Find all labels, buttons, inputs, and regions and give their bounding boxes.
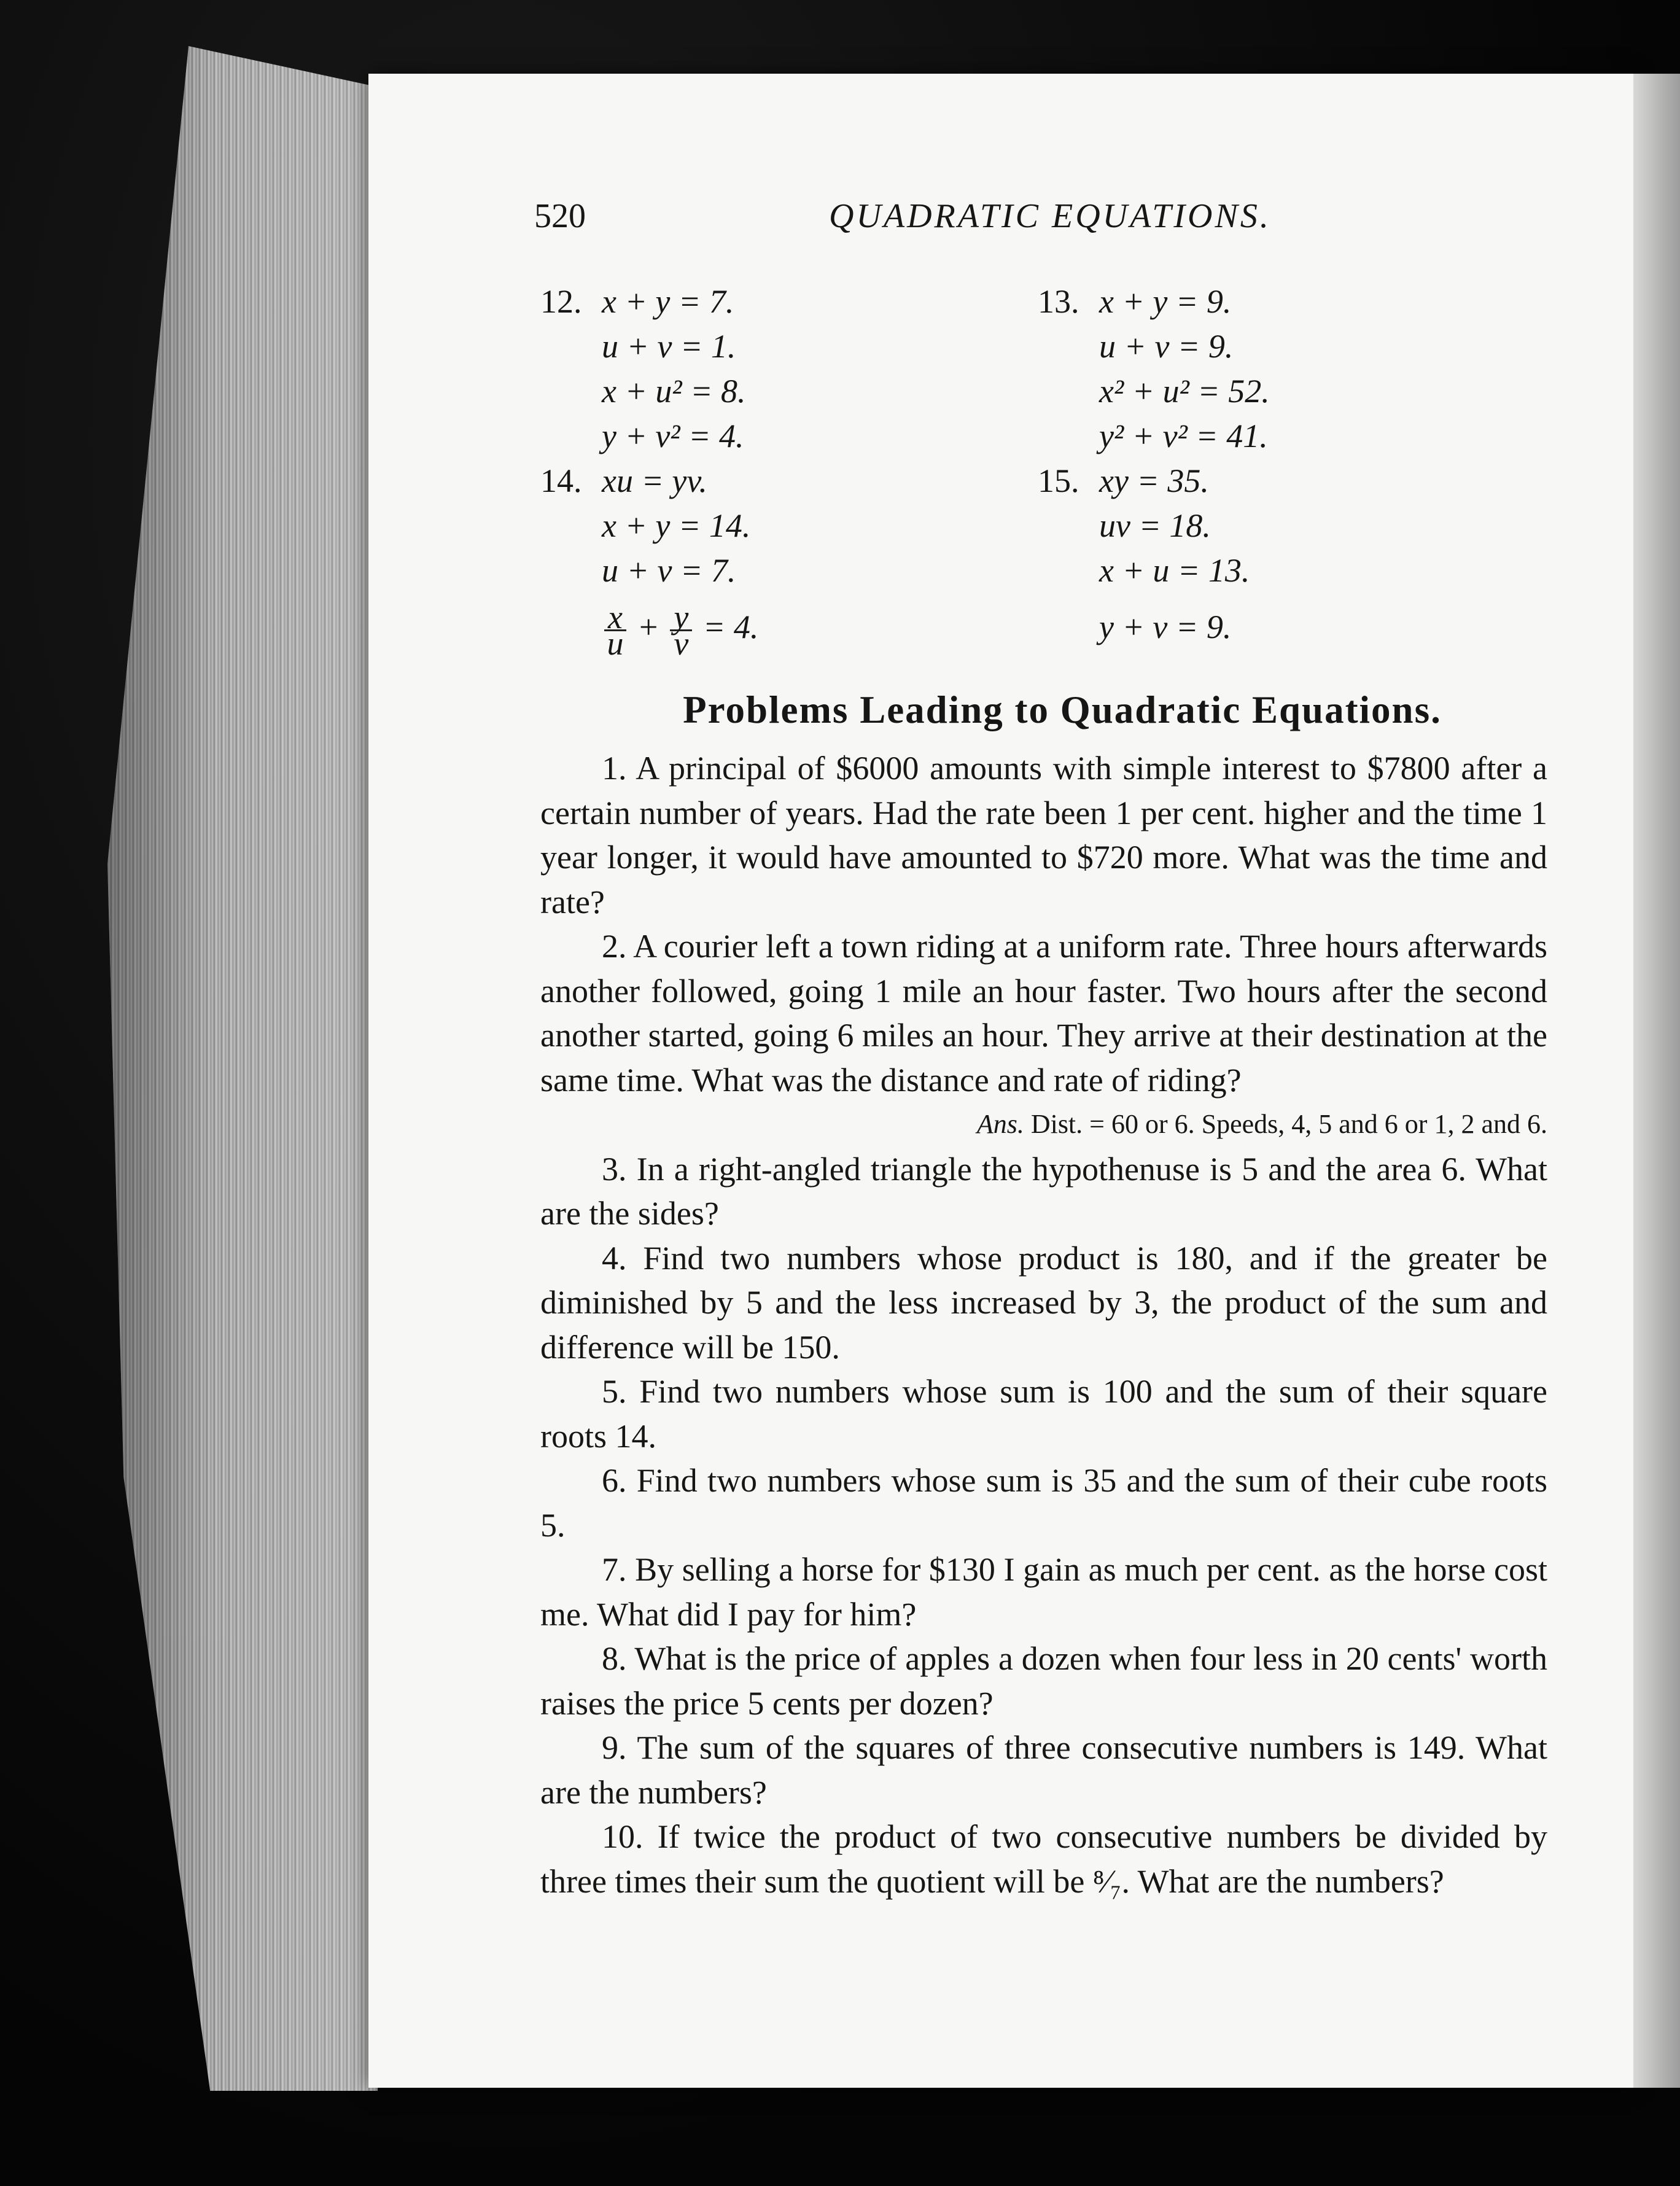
equation-number: 13. (1038, 283, 1079, 320)
problem-text: A courier left a town riding at a uniform rate. Three hours afterwards another followed, going 1 mile an hour faster. Two hours after the second another started, going 6 miles an hour. They arrive at their destination at the same time. What was the distance and rate of riding? (540, 928, 1547, 1099)
answer-line (540, 1102, 1547, 1147)
problem-number: 5. (602, 1373, 627, 1410)
equation-line: uv = 18. (1099, 507, 1211, 544)
fraction-y-over-v: $\frac{y}{v}$ (670, 605, 692, 656)
equation-line: x + u² = 8. (602, 373, 746, 410)
equation-set-14: 14. xu = yv. x + y = 14. u + v = 7. $\frac{x}{u}$ + $\frac{y}{v}$ = 4. (540, 459, 758, 661)
problem-number: 6. (602, 1462, 627, 1499)
equation-line: y + v² = 4. (602, 418, 744, 454)
problem-text: Find two numbers whose product is 180, and if the greater be diminished by 5 and the less increased by 3, the product of the sum and difference will be 150. (540, 1239, 1547, 1366)
equation-line: x + y = 7. (602, 283, 734, 320)
problem-3 (540, 1147, 1547, 1236)
page-header (534, 196, 1283, 252)
equation-number: 15. (1038, 462, 1079, 499)
problem-number: 2. (602, 928, 627, 965)
equation-line: x + y = 14. (602, 507, 751, 544)
problem-10 (540, 1815, 1547, 1904)
equation-line: u + v = 1. (602, 328, 736, 365)
problem-text: In a right-angled triangle the hypothenuse is 5 and the area 6. What are the sides? (540, 1150, 1548, 1232)
answer-text: Dist. = 60 or 6. Speeds, 4, 5 and 6 or 1, 2 and 6. (1030, 1109, 1547, 1139)
problem-number: 3. (602, 1150, 627, 1188)
problem-1 (540, 746, 1547, 924)
problem-5 (540, 1369, 1547, 1458)
equation-line: u + v = 7. (602, 552, 736, 589)
problem-8 (540, 1636, 1547, 1725)
problem-text: Find two numbers whose sum is 35 and the sum of their cube roots 5. (540, 1462, 1547, 1544)
problem-text: If twice the product of two consecutive numbers be divided by three times their sum the quotient will be ⁸⁄₇. What are the numbers? (540, 1818, 1547, 1900)
problem-text: Find two numbers whose sum is 100 and the sum of their square roots 14. (540, 1373, 1547, 1455)
problem-number: 1. (602, 750, 627, 787)
equation-line: u + v = 9. (1099, 328, 1234, 365)
problem-text: What is the price of apples a dozen when four less in 20 cents' worth raises the price 5 cents per dozen? (540, 1640, 1547, 1722)
problem-2 (540, 924, 1547, 1102)
equation-line: xy = 35. (1099, 462, 1209, 499)
equation-line: x + u = 13. (1099, 552, 1250, 589)
equation-line: y² + v² = 41. (1099, 418, 1268, 454)
problem-text: By selling a horse for $130 I gain as much per cent. as the horse cost me. What did I pay for him? (540, 1551, 1548, 1633)
section-heading: Problems Leading to Quadratic Equations. (683, 688, 1442, 731)
facing-page-edge (1633, 74, 1680, 2088)
problem-text: The sum of the squares of three consecutive numbers is 149. What are the numbers? (540, 1729, 1547, 1811)
problem-text: A principal of $6000 amounts with simple interest to $7800 after a certain number of years. Had the rate been 1 per cent. higher and the time 1 year longer, it would have amounted to $720 more. What was the time and rate? (540, 750, 1547, 920)
equation-set-15 (1038, 459, 1250, 661)
answer-label: Ans. (976, 1109, 1024, 1139)
problem-number: 7. (602, 1551, 627, 1588)
equation-set-13 (1038, 279, 1270, 459)
problem-number: 8. (602, 1640, 627, 1677)
equation-set-12 (540, 279, 746, 459)
problem-number: 4. (602, 1239, 627, 1277)
running-title: QUADRATIC EQUATIONS. (829, 197, 1271, 235)
equation-line: x + y = 9. (1099, 283, 1232, 320)
equation-line: y + v = 9. (1099, 609, 1232, 645)
problem-6 (540, 1458, 1547, 1547)
page-number: 520 (534, 197, 586, 235)
problem-number: 9. (602, 1729, 627, 1766)
problem-4 (540, 1236, 1547, 1370)
problem-list (540, 746, 1547, 1904)
equation-line: xu = yv. (602, 462, 707, 499)
equation-number: 12. (540, 283, 582, 320)
problem-number: 10. (602, 1818, 644, 1855)
equation-number: 14. (540, 462, 582, 499)
fraction-x-over-u: $\frac{x}{u}$ (604, 605, 626, 656)
equation-rhs: = 4. (702, 609, 759, 645)
problem-9 (540, 1725, 1547, 1815)
problem-7 (540, 1547, 1547, 1636)
equation-line: x² + u² = 52. (1099, 373, 1270, 410)
